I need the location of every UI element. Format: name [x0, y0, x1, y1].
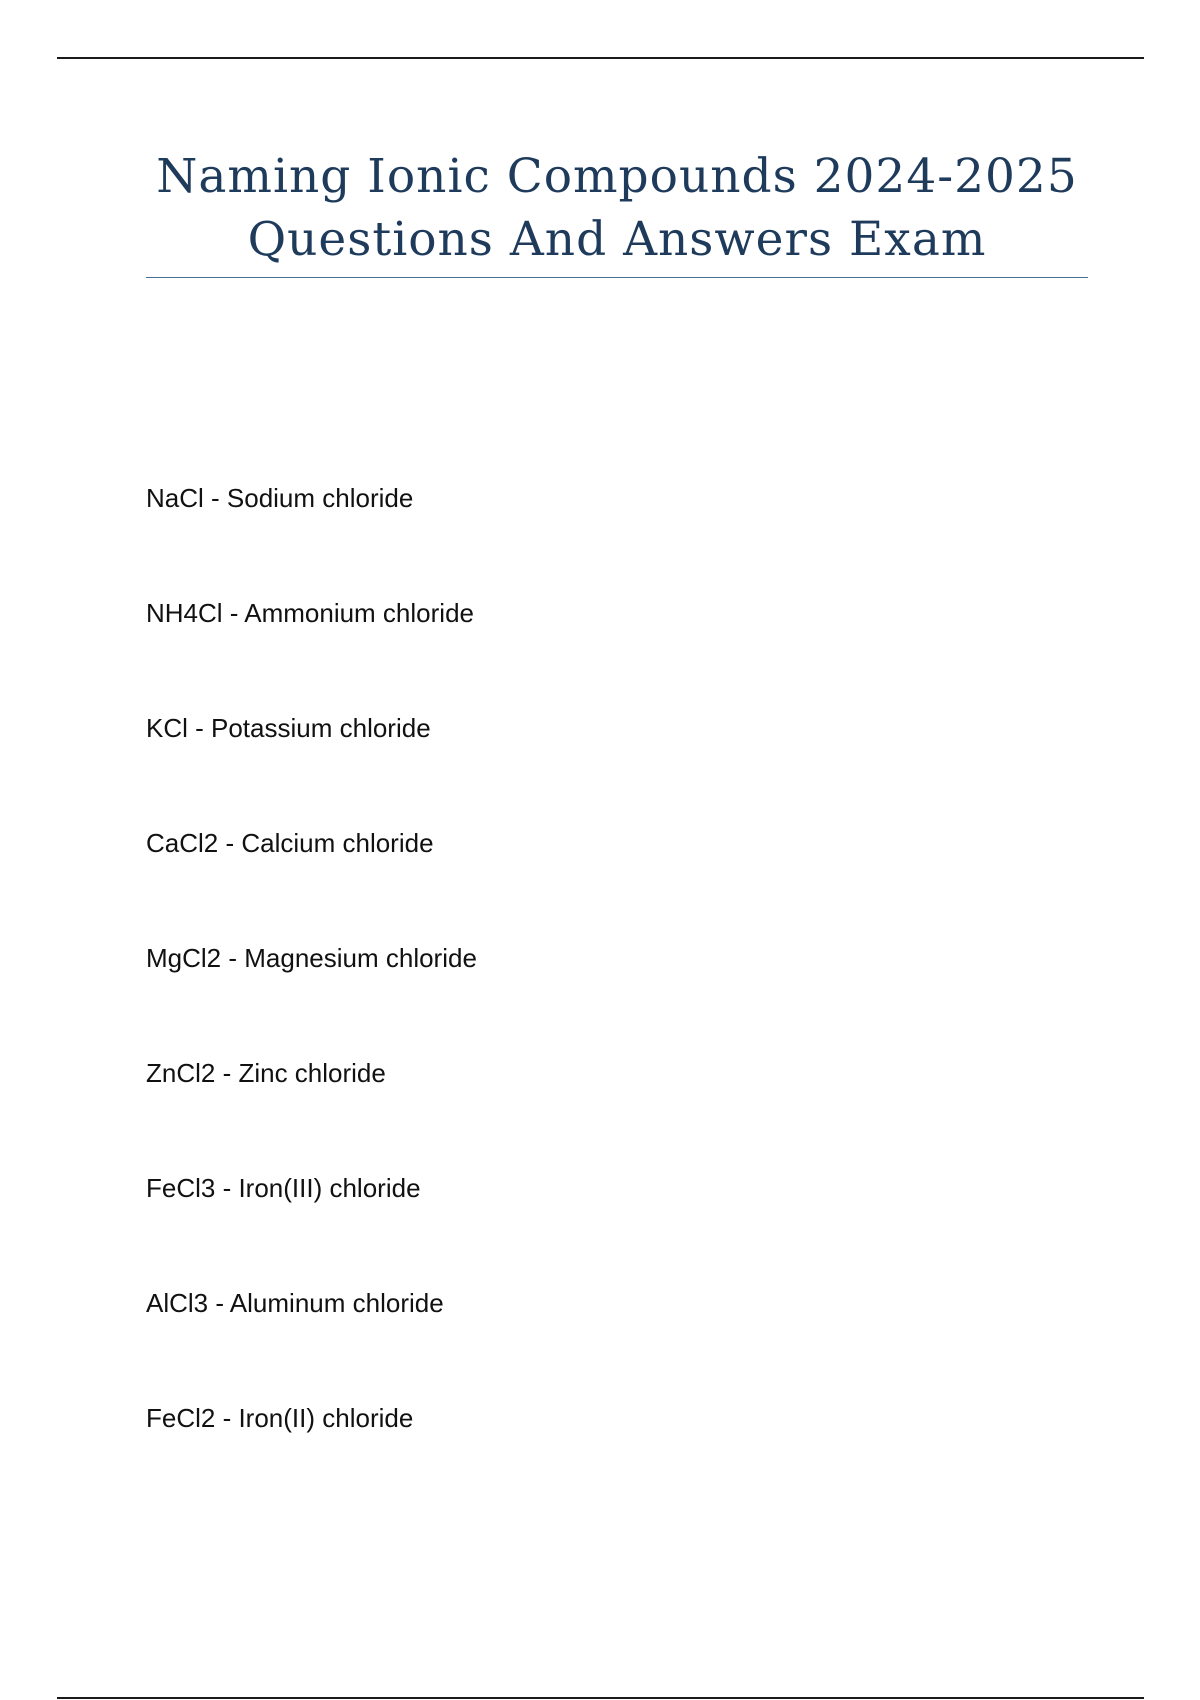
title-underline: [146, 277, 1088, 278]
list-item: NaCl - Sodium chloride: [146, 483, 414, 513]
list-item: CaCl2 - Calcium chloride: [146, 828, 434, 858]
list-item: NH4Cl - Ammonium chloride: [146, 598, 474, 628]
document-title-line-2: Questions And Answers Exam: [247, 212, 987, 267]
compound-list: [146, 478, 477, 1513]
list-item: KCl - Potassium chloride: [146, 713, 431, 743]
document-title-line-1: Naming Ionic Compounds 2024-2025: [156, 149, 1078, 204]
list-item: FeCl2 - Iron(II) chloride: [146, 1403, 414, 1433]
document-title: [146, 145, 1088, 271]
list-item: ZnCl2 - Zinc chloride: [146, 1058, 386, 1088]
page-top-rule: [57, 57, 1144, 59]
list-item: FeCl3 - Iron(III) chloride: [146, 1173, 421, 1203]
page-bottom-rule: [57, 1697, 1144, 1699]
list-item: AlCl3 - Aluminum chloride: [146, 1288, 444, 1318]
list-item: MgCl2 - Magnesium chloride: [146, 943, 477, 973]
